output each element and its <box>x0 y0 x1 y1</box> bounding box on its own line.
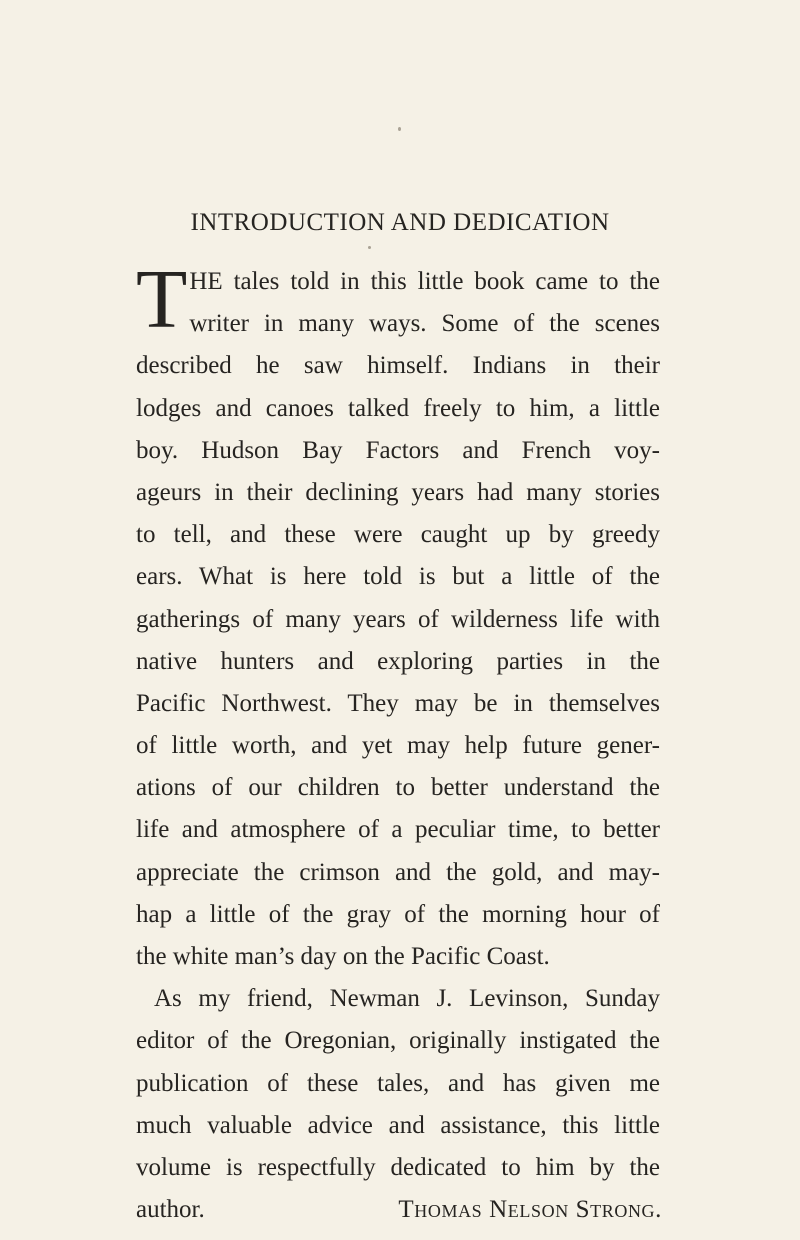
paragraph-1 <box>136 253 660 978</box>
text-line: HE tales told in this little book came to the <box>189 268 660 295</box>
text-line: the white man’s day on the Pacific Coast. <box>136 943 550 970</box>
text-line: ears. What is here told is but a little of the <box>136 563 660 591</box>
paper-speck <box>398 127 401 131</box>
text-line: writer in many ways. Some of the scenes <box>189 310 660 338</box>
text-line: publication of these tales, and has given me <box>136 1069 660 1097</box>
text-line: of little worth, and yet may help future gener- <box>136 732 660 760</box>
text-line: appreciate the crimson and the gold, and may- <box>136 858 660 886</box>
text-line: author. <box>136 1196 205 1224</box>
text-line: much valuable advice and assistance, this little <box>136 1111 660 1139</box>
paragraph-2 <box>136 978 660 1231</box>
page-title: INTRODUCTION AND DEDICATION <box>190 209 610 236</box>
drop-cap: T <box>136 253 188 346</box>
text-line: lodges and canoes talked freely to him, a little <box>136 394 660 422</box>
text-line: ations of our children to better understand the <box>136 774 660 802</box>
text-line: life and atmosphere of a peculiar time, to better <box>136 816 660 844</box>
text-line: ageurs in their declining years had many stories <box>136 478 660 506</box>
author-signature: Thomas Nelson Strong. <box>398 1196 662 1224</box>
text-line: to tell, and these were caught up by greedy <box>136 521 660 549</box>
text-line: native hunters and exploring parties in the <box>136 647 660 675</box>
paper-speck <box>368 246 371 249</box>
text-line: editor of the Oregonian, originally instigated the <box>136 1027 660 1055</box>
text-line: described he saw himself. Indians in their <box>136 352 660 380</box>
closing-line <box>136 1189 660 1231</box>
text-line: As my friend, Newman J. Levinson, Sunday <box>154 985 660 1013</box>
text-line: Pacific Northwest. They may be in themselves <box>136 689 660 717</box>
text-line: gatherings of many years of wilderness life with <box>136 605 660 633</box>
text-line: boy. Hudson Bay Factors and French voy- <box>136 436 660 464</box>
text-line: hap a little of the gray of the morning hour of <box>136 900 660 928</box>
text-line: volume is respectfully dedicated to him by the <box>136 1153 660 1181</box>
introduction-text <box>136 253 662 1231</box>
